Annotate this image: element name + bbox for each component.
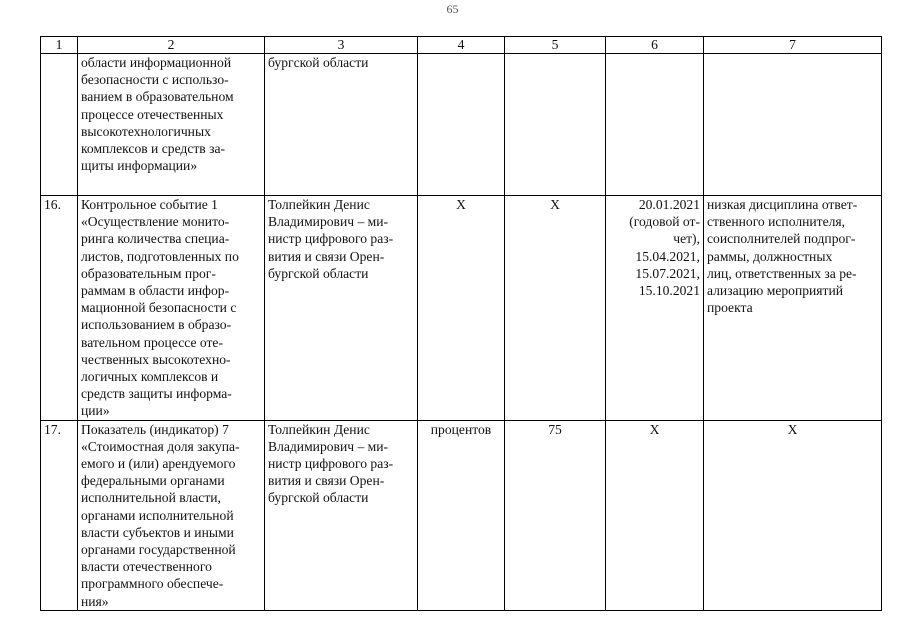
table-row <box>41 420 882 610</box>
unit-cell: процентов <box>418 420 505 610</box>
dates-cell <box>606 54 704 196</box>
dates-cell: 20.01.2021 (годовой от- чет), 15.04.2021, 15.07.2021, 15.10.2021 <box>606 196 704 421</box>
responsible-cell: Толпейкин Денис Владимирович – ми- нистр цифрового раз- вития и связи Орен- бургской области <box>265 196 418 421</box>
column-header-6: 6 <box>606 37 704 54</box>
event-cell: Показатель (индикатор) 7 «Стоимостная доля закупа- емого и (или) арендуемого федеральными органами исполнительной власти, органами исполнительной власти субъектов и иными органами государственной власти отечественного программного обеспече- ния» <box>78 420 265 610</box>
risks-cell <box>704 54 882 196</box>
value-cell <box>505 54 606 196</box>
schedule-table <box>40 36 882 611</box>
table-row <box>41 196 882 421</box>
risks-cell: Х <box>704 420 882 610</box>
column-number-row <box>41 37 882 54</box>
responsible-cell: бургской области <box>265 54 418 196</box>
risks-cell: низкая дисциплина ответ- ственного исполнителя, соисполнителей подпрог- раммы, должностных лиц, ответственных за ре- ализацию мероприятий проекта <box>704 196 882 421</box>
value-cell: 75 <box>505 420 606 610</box>
event-cell: Контрольное событие 1 «Осуществление монито- ринга количества специа- листов, подготовленных по образовательным прог- раммам в области инфор- мационной безопасности с использованием в образо- вательном процессе оте- чественных высокотехно- логичных комплексов и средств защиты информа- ции» <box>78 196 265 421</box>
value-cell: Х <box>505 196 606 421</box>
column-header-7: 7 <box>704 37 882 54</box>
unit-cell: Х <box>418 196 505 421</box>
responsible-cell: Толпейкин Денис Владимирович – ми- нистр цифрового раз- вития и связи Орен- бургской области <box>265 420 418 610</box>
column-header-1: 1 <box>41 37 78 54</box>
row-number-cell: 16. <box>41 196 78 421</box>
event-cell: области информационной безопасности с использо- ванием в образовательном процессе отечественных высокотехнологичных комплексов и средств за- щиты информации» <box>78 54 265 196</box>
table-row <box>41 54 882 196</box>
unit-cell <box>418 54 505 196</box>
row-number-cell: 17. <box>41 420 78 610</box>
dates-cell: Х <box>606 420 704 610</box>
row-number-cell <box>41 54 78 196</box>
page-number: 65 <box>446 2 459 16</box>
column-header-4: 4 <box>418 37 505 54</box>
column-header-3: 3 <box>265 37 418 54</box>
column-header-2: 2 <box>78 37 265 54</box>
column-header-5: 5 <box>505 37 606 54</box>
